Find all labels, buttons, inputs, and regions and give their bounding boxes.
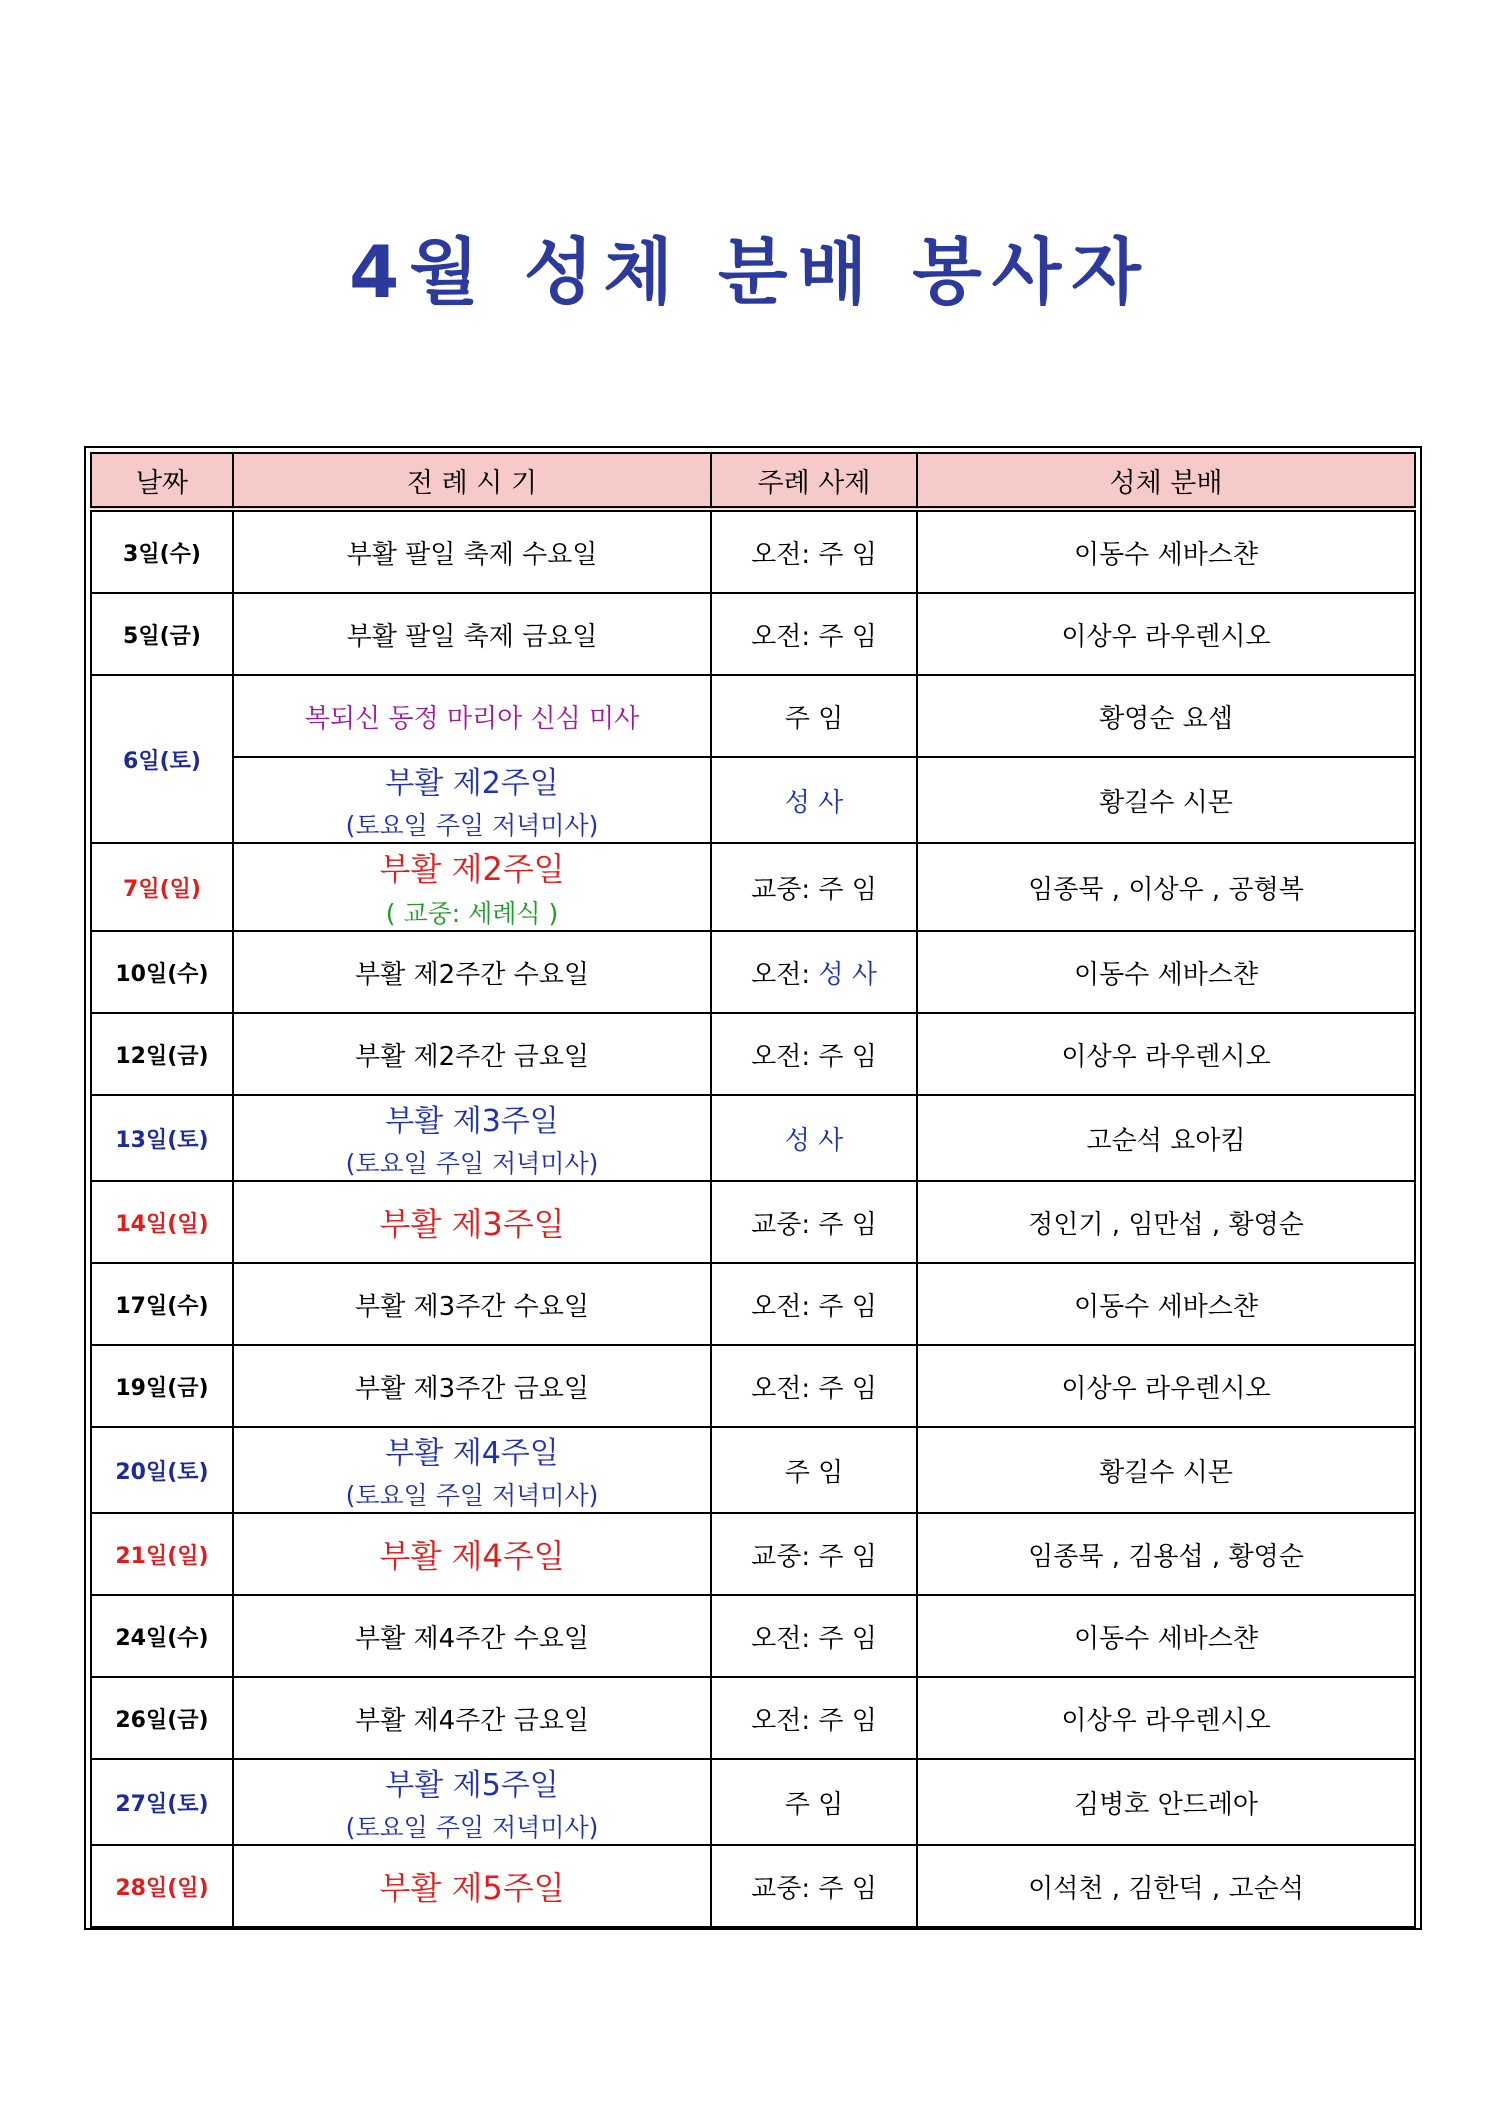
date-cell: 19일(금): [91, 1345, 233, 1427]
priest-name: 주 임: [818, 1705, 877, 1736]
table-row: [91, 1181, 1415, 1263]
priest-name: 주 임: [818, 1041, 877, 1072]
priest-prefix: 오전:: [751, 1291, 819, 1322]
liturgy-cell: 부활 제3주간 금요일: [233, 1345, 711, 1427]
priest-name: 주 임: [818, 1873, 877, 1904]
table-row: [91, 757, 1415, 843]
priest-cell: [711, 1345, 917, 1427]
priest-cell: [711, 509, 917, 593]
liturgy-cell: 부활 제3주일: [233, 1181, 711, 1263]
priest-prefix: 오전:: [751, 959, 819, 990]
liturgy-sub: (토요일 주일 저녁미사): [345, 1149, 599, 1178]
distributors-cell: 이동수 세바스챤: [917, 1263, 1415, 1345]
priest-cell: [711, 1595, 917, 1677]
table-row: [91, 1013, 1415, 1095]
priest-name: 성 사: [818, 959, 877, 990]
distributors-cell: 고순석 요아킴: [917, 1095, 1415, 1181]
date-cell: 21일(일): [91, 1513, 233, 1595]
priest-cell: [711, 1513, 917, 1595]
liturgy-cell: 부활 제4주간 수요일: [233, 1595, 711, 1677]
liturgy-cell: 부활 제4주간 금요일: [233, 1677, 711, 1759]
priest-name: 주 임: [818, 1291, 877, 1322]
liturgy-main: 부활 제2주일: [385, 766, 559, 801]
distributors-cell: 이상우 라우렌시오: [917, 1013, 1415, 1095]
header-date: 날짜: [91, 453, 233, 509]
date-cell: 10일(수): [91, 931, 233, 1013]
priest-name: 주 임: [818, 1209, 877, 1240]
priest-prefix: 오전:: [751, 621, 819, 652]
table-row: [91, 509, 1415, 593]
priest-cell: 성 사: [711, 1095, 917, 1181]
priest-cell: [711, 1181, 917, 1263]
priest-name: 주 임: [818, 539, 877, 570]
priest-prefix: 오전:: [751, 1041, 819, 1072]
date-cell: 20일(토): [91, 1427, 233, 1513]
distributors-cell: 이동수 세바스챤: [917, 1595, 1415, 1677]
liturgy-sub: ( 교중: 세례식 ): [385, 899, 559, 928]
liturgy-main: 부활 제3주일: [385, 1104, 559, 1139]
priest-cell: 성 사: [711, 757, 917, 843]
distributors-cell: 황길수 시몬: [917, 757, 1415, 843]
liturgy-cell: [233, 843, 711, 931]
liturgy-cell: [233, 1759, 711, 1845]
date-cell: 5일(금): [91, 593, 233, 675]
date-cell: 7일(일): [91, 843, 233, 931]
distributors-cell: 이상우 라우렌시오: [917, 593, 1415, 675]
priest-name: 주 임: [818, 1373, 877, 1404]
header-liturgy: 전 례 시 기: [233, 453, 711, 509]
date-cell: 6일(토): [91, 675, 233, 843]
priest-name: 주 임: [818, 1623, 877, 1654]
liturgy-cell: [233, 757, 711, 843]
date-cell: 13일(토): [91, 1095, 233, 1181]
schedule-table: [90, 452, 1416, 1928]
liturgy-main: 부활 제4주일: [385, 1436, 559, 1471]
priest-cell: 주 임: [711, 1427, 917, 1513]
distributors-cell: 정인기 , 임만섭 , 황영순: [917, 1181, 1415, 1263]
priest-prefix: 교중:: [751, 1541, 819, 1572]
liturgy-cell: [233, 1095, 711, 1181]
table-row: [91, 843, 1415, 931]
date-cell: 17일(수): [91, 1263, 233, 1345]
date-cell: 28일(일): [91, 1845, 233, 1927]
distributors-cell: 이상우 라우렌시오: [917, 1345, 1415, 1427]
liturgy-main: 부활 제2주일: [379, 850, 565, 888]
priest-prefix: 교중:: [751, 1873, 819, 1904]
priest-name: 주 임: [818, 1541, 877, 1572]
priest-cell: [711, 593, 917, 675]
distributors-cell: 김병호 안드레아: [917, 1759, 1415, 1845]
table-row: [91, 1845, 1415, 1927]
table-row: [91, 1427, 1415, 1513]
priest-cell: [711, 1845, 917, 1927]
priest-prefix: 오전:: [751, 1623, 819, 1654]
liturgy-sub: (토요일 주일 저녁미사): [345, 1813, 599, 1842]
table-row: [91, 1677, 1415, 1759]
liturgy-cell: 복되신 동정 마리아 신심 미사: [233, 675, 711, 757]
date-cell: 27일(토): [91, 1759, 233, 1845]
distributors-cell: 임종묵 , 이상우 , 공형복: [917, 843, 1415, 931]
priest-name: 주 임: [818, 621, 877, 652]
date-cell: 12일(금): [91, 1013, 233, 1095]
priest-prefix: 오전:: [751, 539, 819, 570]
priest-cell: [711, 1263, 917, 1345]
distributors-cell: 이동수 세바스챤: [917, 509, 1415, 593]
date-cell: 24일(수): [91, 1595, 233, 1677]
date-cell: 3일(수): [91, 509, 233, 593]
liturgy-cell: 부활 제2주간 금요일: [233, 1013, 711, 1095]
distributors-cell: 이석천 , 김한덕 , 고순석: [917, 1845, 1415, 1927]
date-cell: 14일(일): [91, 1181, 233, 1263]
liturgy-cell: 부활 팔일 축제 수요일: [233, 509, 711, 593]
liturgy-cell: 부활 제4주일: [233, 1513, 711, 1595]
priest-cell: [711, 843, 917, 931]
priest-name: 주 임: [818, 874, 877, 905]
distributors-cell: 황영순 요셉: [917, 675, 1415, 757]
priest-cell: [711, 931, 917, 1013]
priest-cell: 주 임: [711, 675, 917, 757]
liturgy-cell: [233, 1427, 711, 1513]
distributors-cell: 임종묵 , 김용섭 , 황영순: [917, 1513, 1415, 1595]
liturgy-sub: (토요일 주일 저녁미사): [345, 1481, 599, 1510]
liturgy-cell: 부활 팔일 축제 금요일: [233, 593, 711, 675]
table-row: [91, 675, 1415, 757]
table-row: [91, 1263, 1415, 1345]
liturgy-sub: (토요일 주일 저녁미사): [345, 811, 599, 840]
distributors-cell: 황길수 시몬: [917, 1427, 1415, 1513]
table-row: [91, 1759, 1415, 1845]
table-row: [91, 1345, 1415, 1427]
table-row: [91, 593, 1415, 675]
priest-cell: 주 임: [711, 1759, 917, 1845]
header-distributors: 성체 분배: [917, 453, 1415, 509]
liturgy-cell: 부활 제5주일: [233, 1845, 711, 1927]
priest-prefix: 오전:: [751, 1373, 819, 1404]
liturgy-main: 부활 제5주일: [385, 1768, 559, 1803]
header-priest: 주례 사제: [711, 453, 917, 509]
priest-prefix: 교중:: [751, 874, 819, 905]
priest-prefix: 교중:: [751, 1209, 819, 1240]
table-row: [91, 1595, 1415, 1677]
distributors-cell: 이동수 세바스챤: [917, 931, 1415, 1013]
table-row: [91, 1095, 1415, 1181]
priest-cell: [711, 1677, 917, 1759]
distributors-cell: 이상우 라우렌시오: [917, 1677, 1415, 1759]
priest-prefix: 오전:: [751, 1705, 819, 1736]
liturgy-cell: 부활 제2주간 수요일: [233, 931, 711, 1013]
table-row: [91, 931, 1415, 1013]
date-cell: 26일(금): [91, 1677, 233, 1759]
table-row: [91, 1513, 1415, 1595]
priest-cell: [711, 1013, 917, 1095]
liturgy-cell: 부활 제3주간 수요일: [233, 1263, 711, 1345]
header-row: [91, 453, 1415, 509]
page-title: 4월 성체 분배 봉사자: [349, 230, 1151, 314]
